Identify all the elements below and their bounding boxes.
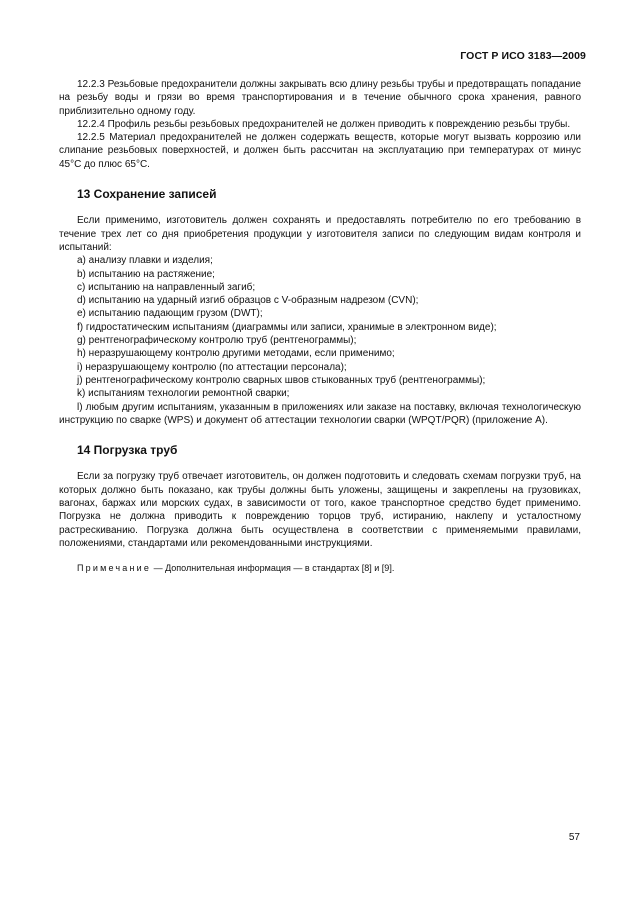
document-body	[59, 78, 581, 576]
clause-12-2-5: 12.2.5 Материал предохранителей не должен содержать веществ, которые могут вызвать коррозию или слипание резьбовых поверхностей, и должен быть рассчитан на эксплуатацию при температурах от минус 45°С до плюс 65°С.	[59, 132, 581, 170]
list-item: i) неразрушающему контролю (по аттестации персонала);	[77, 361, 347, 373]
list-item: d) испытанию на ударный изгиб образцов с V-образным надрезом (CVN);	[77, 295, 419, 307]
note	[59, 562, 581, 575]
page-number: 57	[568, 832, 580, 843]
list-item: k) испытаниям технологии ремонтной сварки;	[77, 388, 290, 400]
section-14-text: Если за погрузку труб отвечает изготовитель, он должен подготовить и следовать схемам погрузки труб, на которых должно быть показано, как трубы должны быть уложены, защищены и закреплены на грузовиках, вагонах, баржах или морских судах, в зависимости от того, какое транспортное средство будет применимо. Погрузка не должна приводить к повреждению торцов труб, истиранию, наклепу и усталостному растрескиванию. Погрузка должна быть осуществлена в соответствии с применяемыми правилами, положениями, стандартами или рекомендованными инструкциями.	[59, 471, 581, 549]
clause-12-2-3: 12.2.3 Резьбовые предохранители должны закрывать всю длину резьбы трубы и предотвращать попадание на резьбу воды и грязи во время транспортирования и в течение обычного срока хранения, равного приблизительно одному году.	[59, 79, 581, 117]
section-14-title: 14 Погрузка труб	[77, 443, 178, 458]
list-item: j) рентгенографическому контролю сварных швов стыкованных труб (рентгенограммы);	[77, 374, 486, 386]
clause-12-2-4: 12.2.4 Профиль резьбы резьбовых предохранителей не должен приводить к повреждению резьбы трубы.	[77, 118, 571, 130]
list-item: f) гидростатическим испытаниям (диаграммы или записи, хранимые в электронном виде);	[77, 321, 497, 333]
note-label: Примечание	[77, 563, 152, 574]
list-item: h) неразрушающему контролю другими методами, если применимо;	[77, 348, 395, 360]
section-13-title: 13 Сохранение записей	[77, 187, 217, 202]
document-header: ГОСТ Р ИСО 3183—2009	[460, 50, 586, 62]
section-13-intro: Если применимо, изготовитель должен сохранять и предоставлять потребителю по его требованию в течение трех лет со дня приобретения продукции у изготовителя записи по следующим видам контроля и испытаний:	[59, 215, 581, 253]
list-item: b) испытанию на растяжение;	[77, 268, 215, 280]
list-item: а) анализу плавки и изделия;	[77, 255, 213, 267]
list-item: с) испытанию на направленный загиб;	[77, 281, 256, 293]
records-list	[59, 254, 581, 427]
list-item: g) рентгенографическому контролю труб (рентгенограммы);	[77, 335, 357, 347]
list-item: l) любым другим испытаниям, указанным в приложениях или заказе на поставку, включая технологическую инструкцию по сварке (WPS) и документ об аттестации технологии сварки (WPQT/PQR) (приложение А).	[59, 401, 581, 426]
list-item: е) испытанию падающим грузом (DWT);	[77, 308, 263, 320]
note-text: — Дополнительная информация — в стандартах [8] и [9].	[151, 563, 395, 574]
